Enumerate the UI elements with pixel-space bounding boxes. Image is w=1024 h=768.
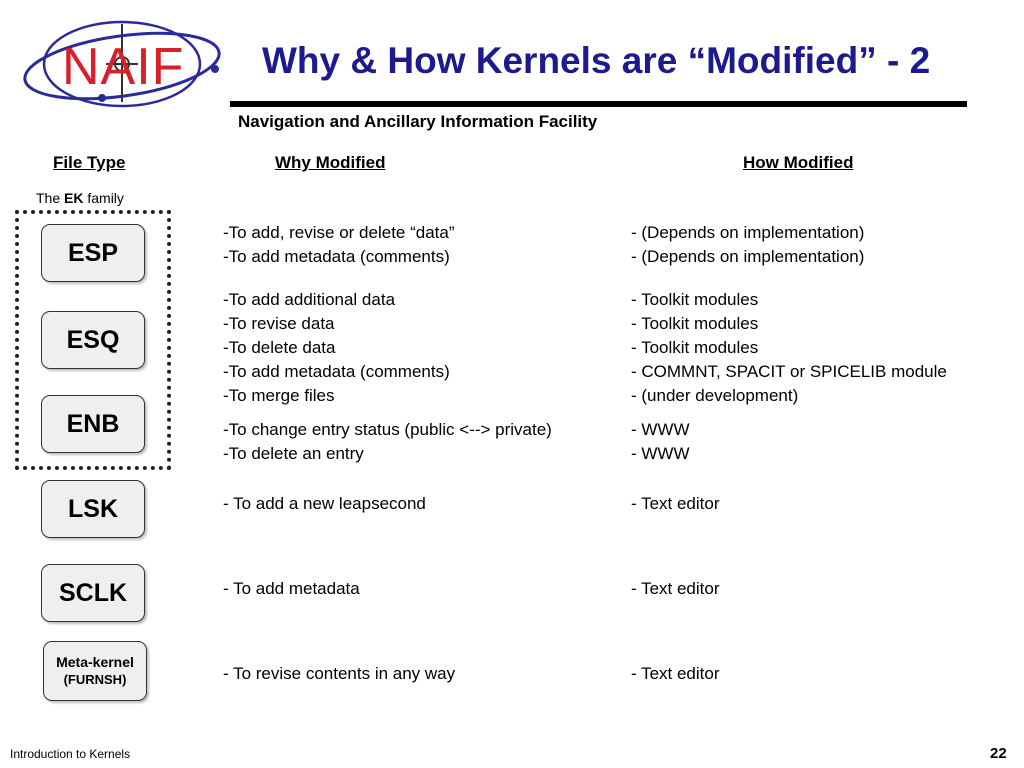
enb-why-line: -To delete an entry [223, 444, 364, 463]
title-rule [230, 101, 967, 107]
meta-how-line: - Text editor [631, 664, 720, 683]
kernel-esp: ESP [41, 224, 145, 282]
esq-why-line: -To add additional data [223, 290, 396, 309]
esq-how-line: - COMMNT, SPACIT or SPICELIB module [631, 362, 947, 381]
ek-family-bold: EK [64, 190, 84, 206]
esq-why-line: -To delete data [223, 338, 336, 357]
esq-why-line: -To add metadata (comments) [223, 362, 450, 381]
meta-why-line: - To revise contents in any way [223, 664, 456, 683]
kernel-esq: ESQ [41, 311, 145, 369]
enb-how-line: - WWW [631, 444, 690, 463]
lsk-why [223, 492, 426, 516]
sclk-how [631, 577, 720, 601]
esq-how-line: - Toolkit modules [631, 338, 759, 357]
header-why-modified: Why Modified [275, 153, 386, 172]
kernel-meta-subtitle: (FURNSH) [63, 672, 127, 687]
header-how-modified: How Modified [743, 153, 854, 172]
lsk-how [631, 492, 720, 516]
esq-how [631, 288, 947, 408]
enb-how-line: - WWW [631, 420, 690, 439]
page-number: 22 [990, 745, 1007, 762]
header-file-type: File Type [53, 153, 126, 172]
subtitle: Navigation and Ancillary Information Facility [238, 112, 598, 131]
logo-text: NAIF [62, 38, 185, 96]
esp-why-line: -To add, revise or delete “data” [223, 223, 455, 242]
meta-why [223, 662, 455, 686]
sclk-why-line: - To add metadata [223, 579, 360, 598]
ek-family-suffix: family [83, 190, 124, 206]
sclk-how-line: - Text editor [631, 579, 720, 598]
kernel-meta [43, 641, 147, 701]
esq-why [223, 288, 450, 408]
kernel-enb: ENB [41, 395, 145, 453]
enb-why [223, 418, 552, 466]
esq-why-line: -To merge files [223, 386, 335, 405]
esq-how-line: - (under development) [631, 386, 799, 405]
lsk-how-line: - Text editor [631, 494, 720, 513]
lsk-why-line: - To add a new leapsecond [223, 494, 426, 513]
esp-how-line: - (Depends on implementation) [631, 223, 865, 242]
esp-how-line: - (Depends on implementation) [631, 247, 865, 266]
esq-how-line: - Toolkit modules [631, 314, 759, 333]
meta-how [631, 662, 720, 686]
ek-family-label [36, 190, 124, 206]
esq-how-line: - Toolkit modules [631, 290, 759, 309]
footer-title: Introduction to Kernels [10, 747, 131, 761]
esp-why-line: -To add metadata (comments) [223, 247, 450, 266]
esp-why [223, 221, 455, 269]
enb-why-line: -To change entry status (public <--> private) [223, 420, 552, 439]
naif-logo [10, 14, 230, 114]
kernel-lsk: LSK [41, 480, 145, 538]
esp-how [631, 221, 864, 269]
kernel-sclk: SCLK [41, 564, 145, 622]
kernel-meta-title: Meta-kernel [56, 654, 134, 670]
esq-why-line: -To revise data [223, 314, 335, 333]
ek-family-prefix: The [36, 190, 65, 206]
enb-how [631, 418, 690, 466]
sclk-why [223, 577, 360, 601]
page-title: Why & How Kernels are “Modified” - 2 [262, 40, 931, 81]
